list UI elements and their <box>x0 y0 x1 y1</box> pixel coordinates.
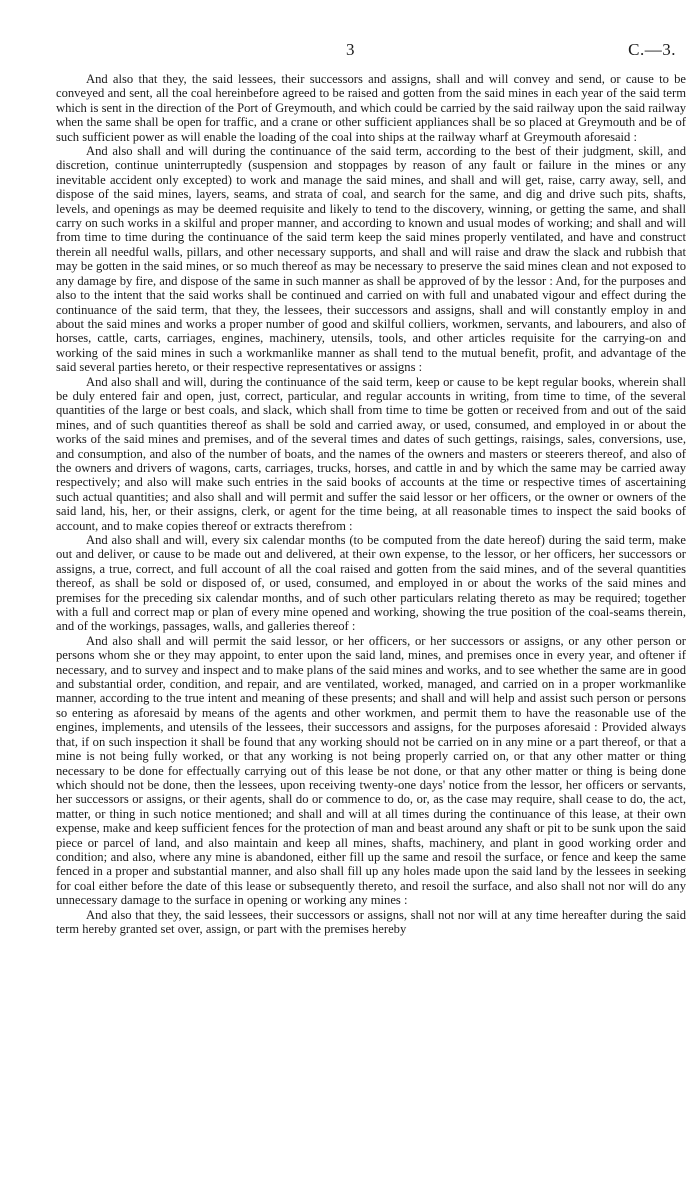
paragraph: And also shall and will, during the continuance of the said term, keep or cause to be kept regular books, wherein shall be duly entered fair and open, just, correct, particular, and regular accounts in writing, from time to time, of the several quantities of the large or best coals, and slack, which shall from time to time be gotten or received from and out of the said mines, and of such quantities thereof as shall be sold and carried away, or used, consumed, and employed in or about the works of the said mines and premises, and of the several times and dates of such gettings, raisings, sales, conversions, use, and consumption, and also of the number of boats, and the names of the owners and masters or steerers thereof, and also of the owners and drivers of wagons, carts, carriages, trucks, horses, and cattle in and by which the same may be carried away respectively; and also will make such entries in the said books of accounts at the time or respective times of ascertaining such actual quantities; and also shall and will permit and suffer the said lessor or her officers, or the owner or owners of the said land, his, her, or their assigns, clerk, or agent for the time being, at all reasonable times to inspect the said books of account, and to make copies thereof or extracts therefrom : <box>56 374 686 533</box>
document-page <box>56 40 686 936</box>
document-reference: C.—3. <box>628 40 676 59</box>
paragraph: And also shall and will, every six calendar months (to be computed from the date hereof) during the said term, make out and deliver, or cause to be made out and delivered, at their own expense, to the lessor, or her officers, her successors or assigns, a true, correct, and full account of all the coal raised and gotten from the said mines, and of the several quantities thereof, as shall be sold or disposed of, or used, consumed, and employed in or about the works of the said mines and premises for the preceding six calendar months, and of such other particulars relating thereto as may be required; together with a full and correct map or plan of every mine opened and working, showing the true position of the coal-seams therein, and of the workings, passages, walls, and galleries thereof : <box>56 533 686 634</box>
page-header <box>56 40 686 64</box>
paragraph: And also shall and will permit the said lessor, or her officers, or her successors or assigns, or any other person or persons whom she or they may appoint, to enter upon the said land, mines, and premises once in every year, and oftener if necessary, and to survey and inspect and to make plans of the said mines and works, and to see whether the same are in good and substantial order, condition, and repair, and are ventilated, worked, managed, and carried on in a proper workmanlike manner, according to the true intent and meaning of these presents; and shall and will help and assist such person or persons so entering as aforesaid by means of the agents and other workmen, and permit them to have the reasonable use of the engines, implements, and utensils of the lessees, their successors and assigns, for the purposes aforesaid : Provided always that, if on such inspection it shall be found that any working should not be carried on in any mine or a part thereof, or that a mine is not being fully worked, or that any working is not being properly carried on, or that any other matter or thing necessary to be done for effectually carrying out of this lease be not done, or that any other matter or thing is being done which should not be done, then the lessees, upon receiving twenty-one days' notice from the lessor, her officers or servants, her successors or assigns, or their agents, shall do or commence to do, or, as the case may require, shall cease to do, the act, matter, or thing in such notice mentioned; and shall and will at all times during the continuance of this lease, at their own expense, make and keep sufficient fences for the protection of man and beast around any shaft or pit to be sunk upon the said piece or parcel of land, and also maintain and keep all mines, shafts, machinery, and plant in good working order and condition; and also, where any mine is abandoned, either fill up the same and resoil the surface, or fence and keep the same fenced in a proper and substantial manner, and also shall fill up any holes made upon the said land by the lessees in seeking for coal either before the date of this lease or subsequently thereto, and resoil the surface, and also shall not nor will do any unnecessary damage to the surface in opening or working any mines : <box>56 633 686 908</box>
paragraph: And also shall and will during the continuance of the said term, according to the best of their judgment, skill, and discretion, continue uninterruptedly (suspension and stoppages by reason of any fault or failure in the mines or any inevitable accident only excepted) to work and manage the said mines, and shall and will get, raise, carry away, sell, and dispose of the said mines, layers, seams, and strata of coal, and search for the same, and dig and drive such pits, shafts, levels, and openings as may be deemed requisite and likely to tend to the discovery, winning, or getting the same, and shall carry on such works in a skilful and proper manner, and according to known and usual modes of working; and shall and will from time to time during the continuance of the said term keep the said mines properly ventilated, and have and construct therein all needful walls, pillars, and other necessary supports, and shall and will raise and draw the slack and rubbish that may be gotten in the said mines, or so much thereof as may be necessary to preserve the said mines clean and not exposed to any damage by fire, and dispose of the same in such manner as shall be approved of by the lessor : And, for the purposes and also to the intent that the said works shall be continued and carried on with full and unabated vigour and effect during the continuance of the said term, that they, the lessees, their successors and assigns, shall and will constantly employ in and about the said mines and works a proper number of good and skilful colliers, workmen, servants, and labourers, and also of horses, cattle, carts, carriages, engines, machinery, utensils, tools, and other articles requisite for the carrying-on and working of the said mines in such a workmanlike manner as shall tend to the mutual benefit, profit, and advantage of the said several parties hereto, or their respective representatives or assigns : <box>56 144 686 375</box>
paragraph: And also that they, the said lessees, their successors and assigns, shall and will convey and send, or cause to be conveyed and sent, all the coal hereinbefore agreed to be raised and gotten from the said mines in each year of the said term which is sent in the direction of the Port of Greymouth, and which could be carried by the said railway upon the said railway when the same shall be open for traffic, and a crane or other sufficient appliances shall be so placed at Greymouth and be of such sufficient power as will enable the loading of the coal into ships at the railway wharf at Greymouth aforesaid : <box>56 72 686 144</box>
page-number: 3 <box>346 40 355 59</box>
paragraph: And also that they, the said lessees, their successors or assigns, shall not nor will at any time hereafter during the said term hereby granted set over, assign, or part with the premises hereby <box>56 907 686 936</box>
body-text <box>56 72 686 936</box>
